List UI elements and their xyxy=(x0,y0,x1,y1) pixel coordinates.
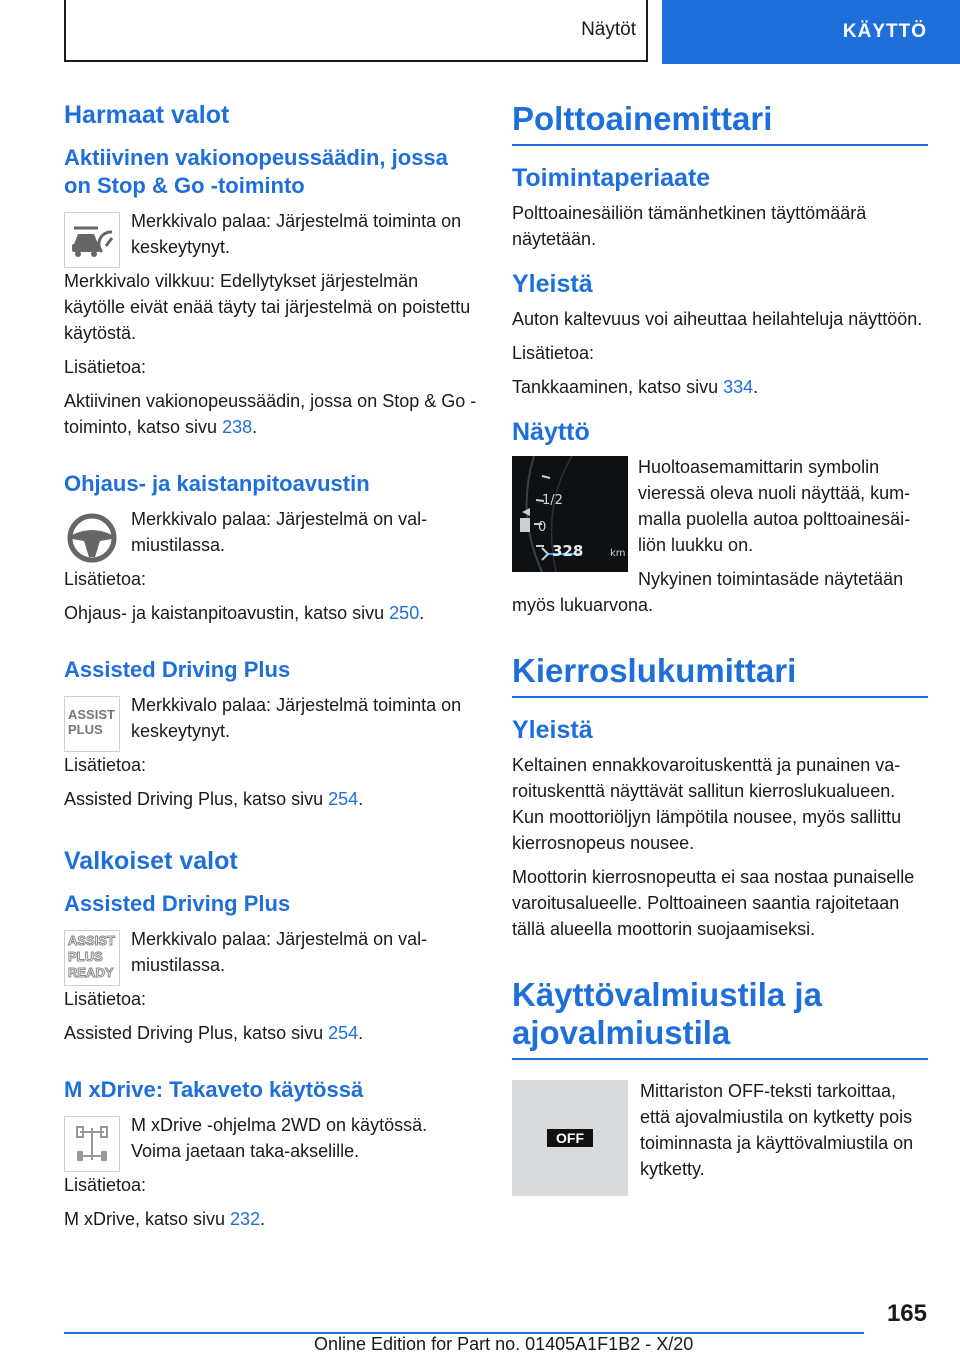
gauge-unit: km xyxy=(610,548,626,559)
adp-ready-block xyxy=(64,926,480,1020)
acc-page-link[interactable]: 238 xyxy=(222,417,253,437)
adp-ready-more-label: Lisätietoa: xyxy=(64,989,147,1009)
fuel-gauge-image xyxy=(512,456,628,577)
gauge-zero-label: 0 xyxy=(538,520,547,535)
heading-steering: Ohjaus- ja kaistanpitoavustin xyxy=(64,471,370,496)
general-more-label: Lisätietoa: xyxy=(512,343,595,363)
off-badge: OFF xyxy=(547,1129,593,1147)
adp-page-link[interactable]: 254 xyxy=(328,789,359,809)
heading-adp-ready: Assisted Driving Plus xyxy=(64,891,291,916)
display-text-1: Huoltoasemamittarin symbolin vieressä oleva nuoli näyttää, kummalla puolella autoa polttoainesäiliön luukku on. xyxy=(638,457,911,555)
mxdrive-more-label: Lisätietoa: xyxy=(64,1175,147,1195)
acc-more-label: Lisätietoa: xyxy=(64,357,147,377)
adp-ready-reference: Assisted Driving Plus, katso sivu 254. xyxy=(64,1023,364,1043)
gauge-range-value: 328 xyxy=(552,542,584,560)
refuel-page-link[interactable]: 334 xyxy=(723,377,754,397)
display-text-2: Nykyinen toimintasäde näytetään myös lukuarvona. xyxy=(512,569,904,615)
off-display-image xyxy=(512,1080,628,1196)
steering-reference: Ohjaus- ja kaistanpitoavustin, katso sivu 250. xyxy=(64,603,425,623)
heading-adp: Assisted Driving Plus xyxy=(64,657,291,682)
heading-rpm-general: Yleistä xyxy=(512,716,593,744)
adp-reference: Assisted Driving Plus, katso sivu 254. xyxy=(64,789,364,809)
steering-block xyxy=(64,506,480,600)
steering-page-link[interactable]: 250 xyxy=(389,603,420,623)
heading-white-lights: Valkoiset valot xyxy=(64,847,238,875)
page-number: 165 xyxy=(886,1300,927,1327)
heading-acc: Aktiivinen vakionopeussäädin, jossa on Stop & Go -toiminto xyxy=(64,145,448,198)
ready-block xyxy=(512,1078,928,1182)
acc-text-2: Merkkivalo vilkkuu: Edellytykset järjestelmän käytölle eivät enää täyty tai järjestelmä on poistettu käytöstä. xyxy=(64,271,471,343)
steering-text-1: Merkkivalo palaa: Järjestelmä on valmiustilassa. xyxy=(131,509,428,555)
assist-plus-icon: ASSIST PLUS xyxy=(64,696,120,752)
acc-block xyxy=(64,208,480,354)
acc-reference: Aktiivinen vakionopeussäädin, jossa on Stop & Go -toiminto, katso sivu 238. xyxy=(64,391,477,437)
gauge-half-label: 1/2 xyxy=(542,493,563,508)
display-block xyxy=(512,454,928,618)
right-column xyxy=(512,100,928,1200)
section-title: Näytöt xyxy=(581,19,636,40)
ready-text-1: Mittariston OFF-teksti tarkoittaa, että ajovalmiustila on kytketty pois toiminnasta ja käyttövalmiustila on kytketty. xyxy=(640,1081,914,1179)
steering-wheel-icon xyxy=(64,510,120,566)
adp-text-1: Merkkivalo palaa: Järjestelmä toiminta on keskeytynyt. xyxy=(131,695,462,741)
adp-ready-text-1: Merkkivalo palaa: Järjestelmä on valmiustilassa. xyxy=(131,929,428,975)
adp-block xyxy=(64,692,480,786)
acc-text-1: Merkkivalo palaa: Järjestelmä toiminta on keskeytynyt. xyxy=(131,211,462,257)
mxdrive-page-link[interactable]: 232 xyxy=(230,1209,261,1229)
edition-footer: Online Edition for Part no. 01405A1F1B2 - X/20 xyxy=(314,1334,694,1354)
adp-more-label: Lisätietoa: xyxy=(64,755,147,775)
heading-principle: Toimintaperiaate xyxy=(512,164,711,192)
heading-mxdrive: M xDrive: Takaveto käytössä xyxy=(64,1077,364,1102)
assist-plus-ready-icon: ASSIST PLUS READY xyxy=(64,930,120,986)
rear-wheel-drive-icon xyxy=(64,1116,120,1172)
left-column xyxy=(64,100,480,1240)
heading-tachometer: Kierroslukumittari xyxy=(512,652,928,698)
mxdrive-block xyxy=(64,1112,480,1206)
heading-general: Yleistä xyxy=(512,270,593,298)
rpm-text-2: Moottorin kierrosnopeutta ei saa nostaa punaiselle varoitusalueelle. Polttoaineen saantia rajoitetaan tällä alueella moottorin suojaamiseksi. xyxy=(512,867,915,939)
steering-more-label: Lisätietoa: xyxy=(64,569,147,589)
adp-ready-page-link[interactable]: 254 xyxy=(328,1023,359,1043)
acc-stop-go-icon xyxy=(64,212,120,268)
heading-ready-state: Käyttövalmiustila ja ajovalmiustila xyxy=(512,976,928,1060)
general-text: Auton kaltevuus voi aiheuttaa heilahteluja näyttöön. xyxy=(512,309,923,329)
principle-text: Polttoainesäiliön tämänhetkinen täyttömäärä näytetään. xyxy=(512,203,867,249)
heading-display: Näyttö xyxy=(512,418,590,446)
rpm-text-1: Keltainen ennakkovaroituskenttä ja punainen varoituskenttä näyttävät sallitun kierroslukualueen. Kun moottoriöljyn lämpötila nousee, myös sallittu kierrosnopeus nousee. xyxy=(512,755,902,853)
chapter-tab xyxy=(662,0,960,64)
section-tab xyxy=(64,0,648,62)
mxdrive-text-1: M xDrive -ohjelma 2WD on käytössä. Voima jaetaan taka-akselille. xyxy=(131,1115,428,1161)
heading-fuel-gauge: Polttoainemittari xyxy=(512,100,928,146)
general-reference: Tankkaaminen, katso sivu 334. xyxy=(512,377,759,397)
heading-grey-lights: Harmaat valot xyxy=(64,101,230,129)
chapter-title: KÄYTTÖ xyxy=(842,21,927,42)
mxdrive-reference: M xDrive, katso sivu 232. xyxy=(64,1209,266,1229)
